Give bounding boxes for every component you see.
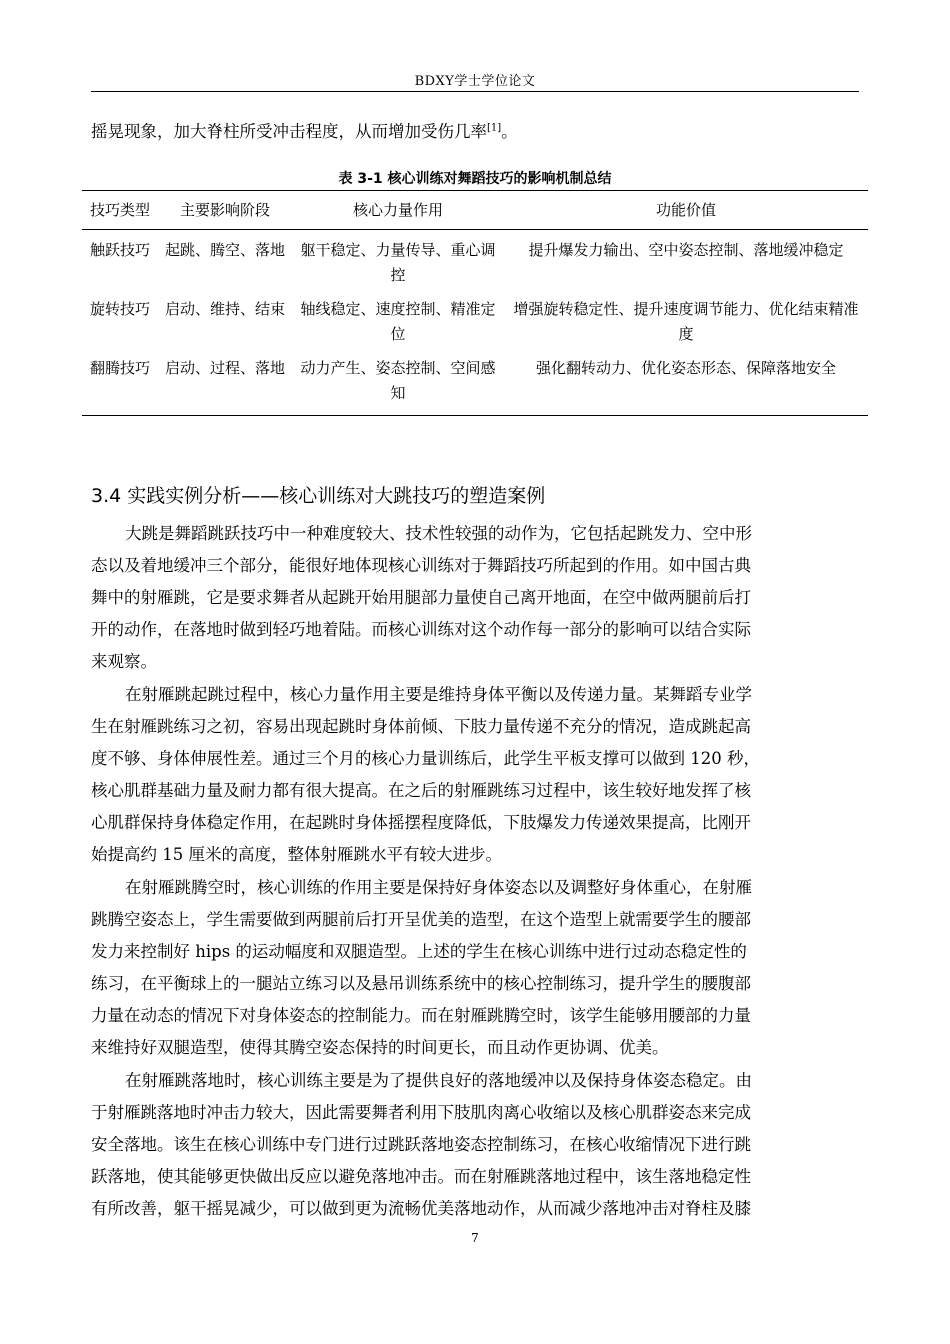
page-number: 7: [471, 1231, 479, 1245]
table-cell: 动力产生、姿态控制、空间感知: [300, 359, 496, 402]
intro-end: 。: [501, 122, 518, 141]
body-line: 发力来控制好 hips 的运动幅度和双腿造型。上述的学生在核心训练中进行过动态稳定性的: [91, 942, 747, 961]
body-line: 舞中的射雁跳，它是要求舞者从起跳开始用腿部力量使自己离开地面，在空中做两腿前后打: [91, 588, 751, 607]
body-line: 有所改善，躯干摇晃减少，可以做到更为流畅优美落地动作，从而减少落地冲击对脊柱及膝: [91, 1199, 751, 1218]
citation-ref: [1]: [487, 122, 502, 134]
body-line: 安全落地。该生在核心训练中专门进行过跳跃落地姿态控制练习，在核心收缩情况下进行跳: [91, 1135, 751, 1154]
table-cell: 触跃技巧: [89, 241, 150, 259]
body-line: 在射雁跳落地时，核心训练主要是为了提供良好的落地缓冲以及保持身体姿态稳定。由: [125, 1071, 752, 1090]
table-cell: 增强旋转稳定性、提升速度调节能力、优化结束精准度: [513, 300, 859, 343]
table-row: [82, 297, 868, 356]
column-header: 功能价值: [655, 201, 716, 219]
column-header: 技巧类型: [89, 201, 150, 219]
table-row: [82, 356, 868, 416]
running-header: BDXY学士学位论文: [414, 74, 536, 89]
table-cell: 启动、过程、落地: [164, 359, 285, 377]
body-line: 在射雁跳起跳过程中，核心力量作用主要是维持身体平衡以及传递力量。某舞蹈专业学: [125, 685, 752, 704]
table-cell: 旋转技巧: [89, 300, 150, 318]
body-line: 练习，在平衡球上的一腿站立练习以及悬吊训练系统中的核心控制练习，提升学生的腰腹部: [91, 974, 751, 993]
body-line: 始提高约 15 厘米的高度，整体射雁跳水平有较大进步。: [91, 845, 502, 864]
body-line: 度不够、身体伸展性差。通过三个月的核心力量训练后，此学生平板支撑可以做到 120 秒，: [91, 749, 760, 768]
body-line: 来观察。: [91, 652, 157, 671]
section-heading: 3.4 实践实例分析——核心训练对大跳技巧的塑造案例: [91, 485, 546, 507]
mechanism-table: [82, 190, 868, 416]
body-line: 大跳是舞蹈跳跃技巧中一种难度较大、技术性较强的动作为，它包括起跳发力、空中形: [125, 524, 752, 543]
body-line: 态以及着地缓冲三个部分，能很好地体现核心训练对于舞蹈技巧所起到的作用。如中国古典: [91, 556, 751, 575]
table-cell: 翻腾技巧: [89, 359, 150, 377]
column-header: 主要影响阶段: [179, 201, 270, 219]
column-header: 核心力量作用: [352, 201, 443, 219]
intro-text: 摇晃现象，加大脊柱所受冲击程度，从而增加受伤几率: [91, 122, 487, 141]
intro-paragraph: [91, 118, 518, 142]
table-cell: 提升爆发力输出、空中姿态控制、落地缓冲稳定: [528, 241, 844, 259]
table-cell: 起跳、腾空、落地: [164, 241, 285, 259]
table-caption: 表 3-1 核心训练对舞蹈技巧的影响机制总结: [338, 171, 612, 187]
header-rule: [91, 91, 859, 92]
table-cell: 启动、维持、结束: [164, 300, 285, 318]
body-line: 核心肌群基础力量及耐力都有很大提高。在之后的射雁跳练习过程中，该生较好地发挥了核: [91, 781, 751, 800]
body-line: 心肌群保持身体稳定作用，在起跳时身体摇摆程度降低，下肢爆发力传递效果提高，比刚开: [91, 813, 751, 832]
body-line: 生在射雁跳练习之初，容易出现起跳时身体前倾、下肢力量传递不充分的情况，造成跳起高: [91, 717, 751, 736]
table-cell: 轴线稳定、速度控制、精准定位: [300, 300, 496, 343]
table-header-row: [82, 191, 868, 230]
body-line: 开的动作，在落地时做到轻巧地着陆。而核心训练对这个动作每一部分的影响可以结合实际: [91, 620, 751, 639]
table-row: [82, 230, 868, 298]
body-line: 来维持好双腿造型，使得其腾空姿态保持的时间更长，而且动作更协调、优美。: [91, 1038, 669, 1057]
body-line: 于射雁跳落地时冲击力较大，因此需要舞者利用下肢肌肉离心收缩以及核心肌群姿态来完成: [91, 1103, 751, 1122]
body-line: 力量在动态的情况下对身体姿态的控制能力。而在射雁跳腾空时，该学生能够用腰部的力量: [91, 1006, 751, 1025]
body-line: 在射雁跳腾空时，核心训练的作用主要是保持好身体姿态以及调整好身体重心，在射雁: [125, 878, 752, 897]
table-cell: 躯干稳定、力量传导、重心调控: [300, 241, 496, 284]
body-line: 跳腾空姿态上，学生需要做到两腿前后打开呈优美的造型，在这个造型上就需要学生的腰部: [91, 910, 751, 929]
body-line: 跃落地，使其能够更快做出反应以避免落地冲击。而在射雁跳落地过程中，该生落地稳定性: [91, 1167, 751, 1186]
table-cell: 强化翻转动力、优化姿态形态、保障落地安全: [535, 359, 836, 377]
